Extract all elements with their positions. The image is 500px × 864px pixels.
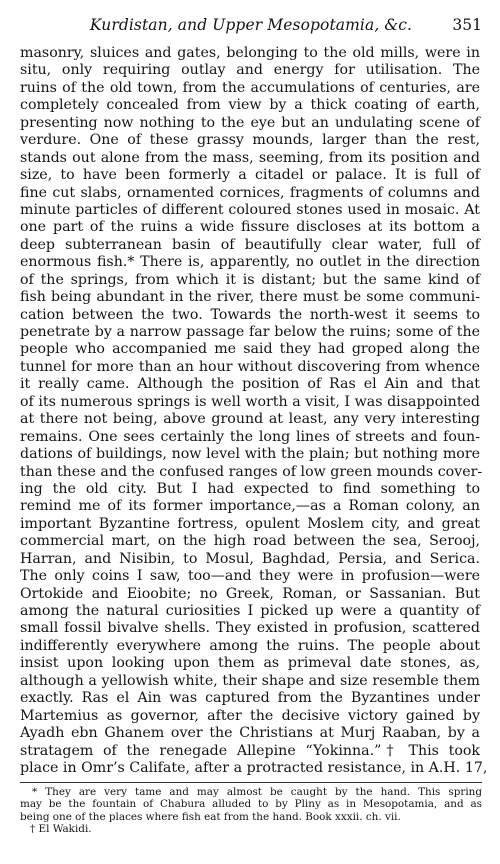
text-line: indifferently everywhere among the ruins. The people about [20,637,480,654]
text-line: important Byzantine fortress, opulent Moslem city, and great [20,515,480,532]
text-line: of its numerous springs is well worth a visit, I was disappointed [20,393,480,410]
text-line: although a yellowish white, their shape and size resemble them [20,672,480,689]
body-text [20,45,488,777]
text-line: masonry, sluices and gates, belonging to the old mills, were in [20,45,480,61]
text-line: The only coins I saw, too—and they were in profusion—were [20,568,480,585]
text-line: penetrate by a narrow passage far below the ruins; some of the [20,324,480,340]
text-line: tunnel for more than an hour without discovering from whence [20,358,480,375]
text-line: enormous fish.* There is, apparently, no outlet in the direction [20,254,480,271]
text-line: fine cut slabs, ornamented cornices, fragments of columns and [20,184,480,201]
text-line: cation between the two. Towards the north-west it seems to [20,306,480,323]
text-line: Harran, and Nisibin, to Mosul, Baghdad, Persia, and Serica. [20,550,480,567]
text-line: verdure. One of these grassy mounds, larger than the rest, [20,132,480,149]
text-line: fish being abundant in the river, there must be some communi- [20,289,480,306]
text-line: Ayadh ebn Ghanem over the Christians at Murj Raaban, by a [20,725,480,742]
text-line: remains. One sees certainly the long lines of streets and foun- [20,428,480,445]
page-header [20,14,482,38]
text-line: completely concealed from view by a thick coating of earth, [20,97,480,114]
footnote-line: being one of the places where fish eat from the hand. Book xxxii. ch. vii. [20,810,401,823]
text-line: exactly. Ras el Ain was captured from the Byzantines under [20,690,480,707]
text-line: ruins of the old town, from the accumulations of centuries, are [20,79,480,96]
text-line: stands out alone from the mass, seeming, from its position and [20,149,480,166]
text-line: among the natural curiosities I picked up were a quantity of [20,603,480,619]
footnote-line: may be the fountain of Chabura alluded to by Pliny as in Mesopotamia, and as [20,798,482,811]
text-line: stratagem of the renegade Allepine “Yokinna.”† This took [20,742,480,759]
text-line: small fossil bivalve shells. They existed in profusion, scattered [20,620,480,637]
footnote-line: * They are very tame and may almost be caught by the hand. This spring [32,786,482,798]
text-line: one part of the ruins a wide fissure discloses at its bottom a [20,219,480,236]
page-number: 351 [452,16,482,34]
text-line: ing the old city. But I had expected to find something to [20,480,480,497]
text-line: it really came. Although the position of Ras el Ain and that [20,376,480,393]
text-line: remind me of its former importance,—as a Roman colony, an [20,498,480,515]
footnote-rule [20,782,482,783]
footnotes [20,786,482,835]
text-line: dations of buildings, now level with the plain; but nothing more [20,446,480,463]
text-line: situ, only requiring outlay and energy for utilisation. The [20,62,480,79]
text-line: presenting now nothing to the eye but an undulating scene of [20,114,480,131]
text-line: deep subterranean basin of beautifully clear water, full of [20,236,480,253]
text-line: than these and the confused ranges of low green mounds cover- [20,463,483,480]
text-line: Ortokide and Eioobite; no Greek, Roman, or Sassanian. But [20,585,480,602]
text-line: commercial mart, on the high road between the sea, Serooj, [20,533,480,550]
text-line: minute particles of different coloured stones used in mosaic. At [20,201,480,218]
text-line: at there not being, above ground at least, any very interesting [20,411,480,428]
text-line: of the springs, from which it is distant; but the same kind of [20,271,480,288]
text-line: place in Omr’s Califate, after a protracted resistance, in A.H. 17, [20,759,488,776]
text-line: Martemius as governor, after the decisive victory gained by [20,707,480,724]
footnote-line: † El Wakidi. [30,822,92,835]
text-line: people who accompanied me said they had groped along the [20,341,480,358]
text-line: insist upon looking upon them as primeval date stones, as, [20,655,480,672]
running-title: Kurdistan, and Upper Mesopotamia, &c. [89,16,413,34]
text-line: size, to have been formerly a citadel or palace. It is full of [20,167,480,184]
